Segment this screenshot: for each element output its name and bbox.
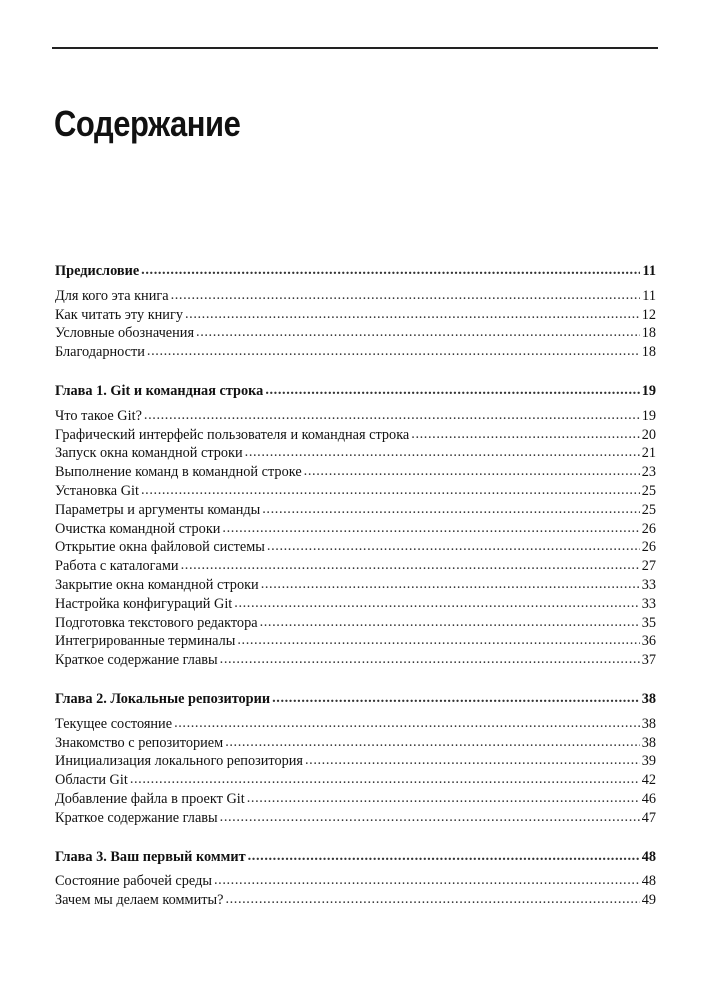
toc-dot-leader — [262, 500, 639, 519]
toc-dot-leader — [245, 443, 640, 462]
toc-dot-leader — [144, 406, 640, 425]
toc-entry — [55, 614, 656, 633]
table-of-contents — [55, 262, 656, 910]
toc-page-number: 18 — [641, 344, 656, 361]
toc-section — [55, 690, 656, 828]
toc-dot-leader — [305, 751, 640, 770]
toc-dot-leader — [248, 847, 640, 866]
toc-entry-title: Области Git — [55, 772, 128, 789]
toc-chapter-title: Глава 2. Локальные репозитории — [55, 690, 271, 707]
toc-entry-title: Закрытие окна командной строки — [55, 576, 259, 593]
toc-dot-leader — [185, 305, 640, 324]
toc-entry-title: Условные обозначения — [55, 325, 195, 342]
toc-entry-title: Инициализация локального репозитория — [55, 753, 303, 770]
toc-dot-leader — [304, 462, 640, 481]
toc-entry-title: Благодарности — [55, 344, 145, 361]
toc-dot-leader — [141, 481, 640, 500]
toc-chapter-heading — [55, 382, 656, 401]
toc-entry-title: Состояние рабочей среды — [55, 873, 212, 890]
toc-page-number: 25 — [641, 501, 656, 518]
toc-page-number: 33 — [641, 595, 656, 612]
toc-page-number: 19 — [641, 407, 656, 424]
toc-entry — [55, 632, 656, 651]
toc-dot-leader — [220, 650, 640, 669]
toc-page-number: 25 — [641, 482, 656, 499]
toc-entry — [55, 752, 656, 771]
toc-page-number: 35 — [641, 614, 656, 631]
toc-page-number: 47 — [641, 809, 656, 826]
toc-page-number: 27 — [641, 558, 656, 575]
toc-dot-leader — [181, 556, 640, 575]
toc-page-number: 38 — [641, 715, 656, 732]
toc-entry — [55, 426, 656, 445]
toc-dot-leader — [237, 631, 639, 650]
toc-entry-title: Очистка командной строки — [55, 520, 221, 537]
toc-page-number: 26 — [641, 539, 656, 556]
toc-page-number: 11 — [642, 287, 656, 304]
toc-page-number: 18 — [641, 325, 656, 342]
toc-entry — [55, 734, 656, 753]
toc-dot-leader — [130, 770, 640, 789]
toc-entry — [55, 463, 656, 482]
toc-dot-leader — [234, 594, 639, 613]
toc-page-number: 39 — [641, 753, 656, 770]
toc-page-number: 21 — [641, 445, 656, 462]
toc-page-number: 48 — [641, 873, 656, 890]
toc-entry — [55, 520, 656, 539]
toc-page-number: 48 — [641, 848, 656, 865]
toc-entry-title: Интегрированные терминалы — [55, 633, 236, 650]
toc-dot-leader — [261, 575, 640, 594]
toc-entry — [55, 538, 656, 557]
toc-page-number: 11 — [642, 263, 656, 279]
toc-entry — [55, 324, 656, 343]
toc-entry-title: Настройка конфигураций Git — [55, 595, 233, 612]
toc-section — [55, 382, 656, 670]
top-rule — [52, 47, 658, 49]
toc-entry — [55, 771, 656, 790]
toc-entry — [55, 343, 656, 362]
toc-chapter-title: Предисловие — [55, 263, 140, 279]
toc-entry-title: Работа с каталогами — [55, 558, 179, 575]
toc-section — [55, 262, 656, 362]
toc-page-number: 38 — [641, 734, 656, 751]
toc-entry — [55, 891, 656, 910]
toc-dot-leader — [411, 425, 639, 444]
toc-entry — [55, 790, 656, 809]
toc-entry — [55, 595, 656, 614]
toc-chapter-heading — [55, 848, 656, 867]
toc-dot-leader — [267, 537, 640, 556]
toc-page-number: 42 — [641, 772, 656, 789]
toc-entry — [55, 872, 656, 891]
toc-dot-leader — [214, 871, 640, 890]
toc-chapter-heading — [55, 262, 656, 281]
toc-entry-title: Запуск окна командной строки — [55, 445, 243, 462]
page-title: Содержание — [54, 103, 241, 144]
toc-dot-leader — [147, 342, 640, 361]
toc-page-number: 38 — [641, 690, 656, 707]
toc-entry — [55, 715, 656, 734]
toc-entry — [55, 407, 656, 426]
toc-page-number: 12 — [641, 306, 656, 323]
toc-entry — [55, 306, 656, 325]
toc-entry-title: Открытие окна файловой системы — [55, 539, 265, 556]
toc-entry-title: Добавление файла в проект Git — [55, 790, 245, 807]
toc-page-number: 26 — [641, 520, 656, 537]
toc-section — [55, 848, 656, 910]
toc-chapter-title: Глава 1. Git и командная строка — [55, 382, 264, 399]
toc-entry — [55, 557, 656, 576]
toc-page-number: 19 — [641, 382, 656, 399]
toc-entry-title: Зачем мы делаем коммиты? — [55, 892, 224, 909]
toc-page-number: 37 — [641, 652, 656, 669]
toc-entry-title: Краткое содержание главы — [55, 652, 218, 669]
toc-dot-leader — [225, 890, 639, 909]
toc-entry-title: Краткое содержание главы — [55, 809, 218, 826]
toc-chapter-title: Глава 3. Ваш первый коммит — [55, 848, 246, 865]
toc-entry-title: Текущее состояние — [55, 715, 173, 732]
toc-page-number: 49 — [641, 892, 656, 909]
toc-page-number: 20 — [641, 426, 656, 443]
toc-entry — [55, 651, 656, 670]
toc-entry — [55, 482, 656, 501]
toc-page-number: 33 — [641, 576, 656, 593]
toc-dot-leader — [141, 261, 640, 280]
toc-entry-title: Для кого эта книга — [55, 287, 169, 304]
toc-entry-title: Установка Git — [55, 482, 139, 499]
toc-entry — [55, 287, 656, 306]
toc-dot-leader — [272, 689, 640, 708]
toc-entry-title: Подготовка текстового редактора — [55, 614, 258, 631]
toc-dot-leader — [225, 733, 640, 752]
toc-dot-leader — [171, 286, 641, 305]
toc-dot-leader — [265, 381, 639, 400]
toc-entry-title: Как читать эту книгу — [55, 306, 183, 323]
toc-dot-leader — [260, 613, 640, 632]
toc-dot-leader — [196, 323, 640, 342]
toc-page-number: 46 — [641, 790, 656, 807]
toc-entry — [55, 809, 656, 828]
toc-dot-leader — [220, 808, 640, 827]
toc-dot-leader — [174, 714, 640, 733]
toc-page-number: 23 — [641, 464, 656, 481]
toc-entry — [55, 501, 656, 520]
toc-entry — [55, 444, 656, 463]
toc-entry-title: Знакомство с репозиторием — [55, 734, 224, 751]
toc-page-number: 36 — [641, 633, 656, 650]
toc-entry-title: Графический интерфейс пользователя и командная строка — [55, 426, 410, 443]
toc-entry-title: Выполнение команд в командной строке — [55, 464, 302, 481]
toc-entry — [55, 576, 656, 595]
toc-chapter-heading — [55, 690, 656, 709]
toc-dot-leader — [222, 519, 639, 538]
toc-dot-leader — [247, 789, 640, 808]
toc-entry-title: Что такое Git? — [55, 407, 142, 424]
toc-entry-title: Параметры и аргументы команды — [55, 501, 261, 518]
